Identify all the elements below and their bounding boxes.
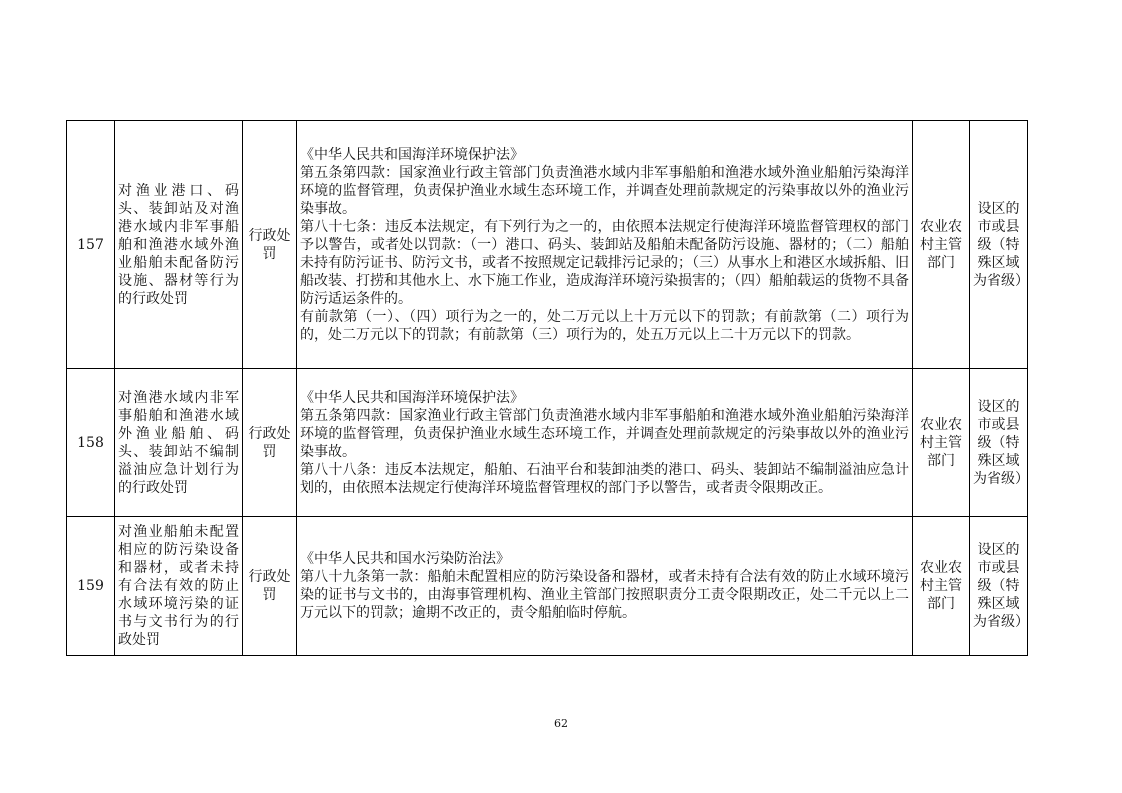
table-row [67, 121, 1028, 369]
jurisdiction-level: 设区的市或县级（特殊区域为省级） [970, 517, 1028, 656]
legal-basis [297, 121, 913, 369]
law-title: 《中华人民共和国海洋环境保护法》 [300, 389, 524, 406]
jurisdiction-level: 设区的市或县级（特殊区域为省级） [970, 121, 1028, 369]
penalty-type: 行政处罚 [243, 517, 297, 656]
law-article: 第五条第四款：国家渔业行政主管部门负责渔港水域内非军事船舶和渔港水域外渔业船舶污染海洋环境的监督管理，负责保护渔业水域生态环境工作，并调查处理前款规定的污染事故以外的渔业污染事故。 [300, 164, 909, 217]
responsible-department: 农业农村主管部门 [913, 121, 970, 369]
law-title: 《中华人民共和国海洋环境保护法》 [300, 146, 524, 163]
law-article: 第八十七条：违反本法规定，有下列行为之一的，由依照本法规定行使海洋环境监督管理权的部门予以警告，或者处以罚款：（一）港口、码头、装卸站及船舶未配备防污设施、器材的；（二）船舶未持有防污证书、防污文书，或者不按照规定记载排污记录的；（三）从事水上和港区水域拆船、旧船改装、打捞和其他水上、水下施工作业，造成海洋环境污染损害的；（四）船舶载运的货物不具备防污适运条件的。 [300, 218, 909, 307]
law-article: 第五条第四款：国家渔业行政主管部门负责渔港水域内非军事船舶和渔港水域外渔业船舶污染海洋环境的监督管理，负责保护渔业水域生态环境工作，并调查处理前款规定的污染事故以外的渔业污染事故。 [300, 407, 909, 460]
responsible-department: 农业农村主管部门 [913, 369, 970, 517]
row-number: 159 [67, 517, 115, 656]
law-article: 第八十八条：违反本法规定，船舶、石油平台和装卸油类的港口、码头、装卸站不编制溢油应急计划的，由依照本法规定行使海洋环境监督管理权的部门予以警告，或者责令限期改正。 [300, 461, 909, 496]
penalty-item: 对渔港水域内非军事船舶和渔港水域外渔业船舶、码头、装卸站不编制溢油应急计划行为的行政处罚 [115, 369, 243, 517]
law-article: 有前款第（一）、（四）项行为之一的，处二万元以上十万元以下的罚款；有前款第（二）项行为的，处二万元以下的罚款；有前款第（三）项行为的，处五万元以上二十万元以下的罚款。 [300, 308, 909, 343]
penalty-type: 行政处罚 [243, 369, 297, 517]
penalty-type: 行政处罚 [243, 121, 297, 369]
law-article: 第八十九条第一款：船舶未配置相应的防污染设备和器材，或者未持有合法有效的防止水域环境污染的证书与文书的，由海事管理机构、渔业主管部门按照职责分工责令限期改正，处二千元以上二万元以下的罚款；逾期不改正的，责令船舶临时停航。 [300, 569, 909, 621]
table-row [67, 369, 1028, 517]
page-number: 62 [554, 717, 568, 730]
legal-basis [297, 369, 913, 517]
responsible-department: 农业农村主管部门 [913, 517, 970, 656]
penalty-item: 对渔业港口、码头、装卸站及对渔港水域内非军事船舶和渔港水域外渔业船舶未配备防污设施、器材等行为的行政处罚 [115, 121, 243, 369]
row-number: 157 [67, 121, 115, 369]
law-title: 《中华人民共和国水污染防治法》 [300, 551, 510, 567]
jurisdiction-level: 设区的市或县级（特殊区域为省级） [970, 369, 1028, 517]
legal-basis [297, 517, 913, 656]
penalty-item: 对渔业船舶未配置相应的防污染设备和器材，或者未持有合法有效的防止水域环境污染的证书与文书行为的行政处罚 [115, 517, 243, 656]
penalty-table [66, 120, 1028, 656]
table-row [67, 517, 1028, 656]
row-number: 158 [67, 369, 115, 517]
